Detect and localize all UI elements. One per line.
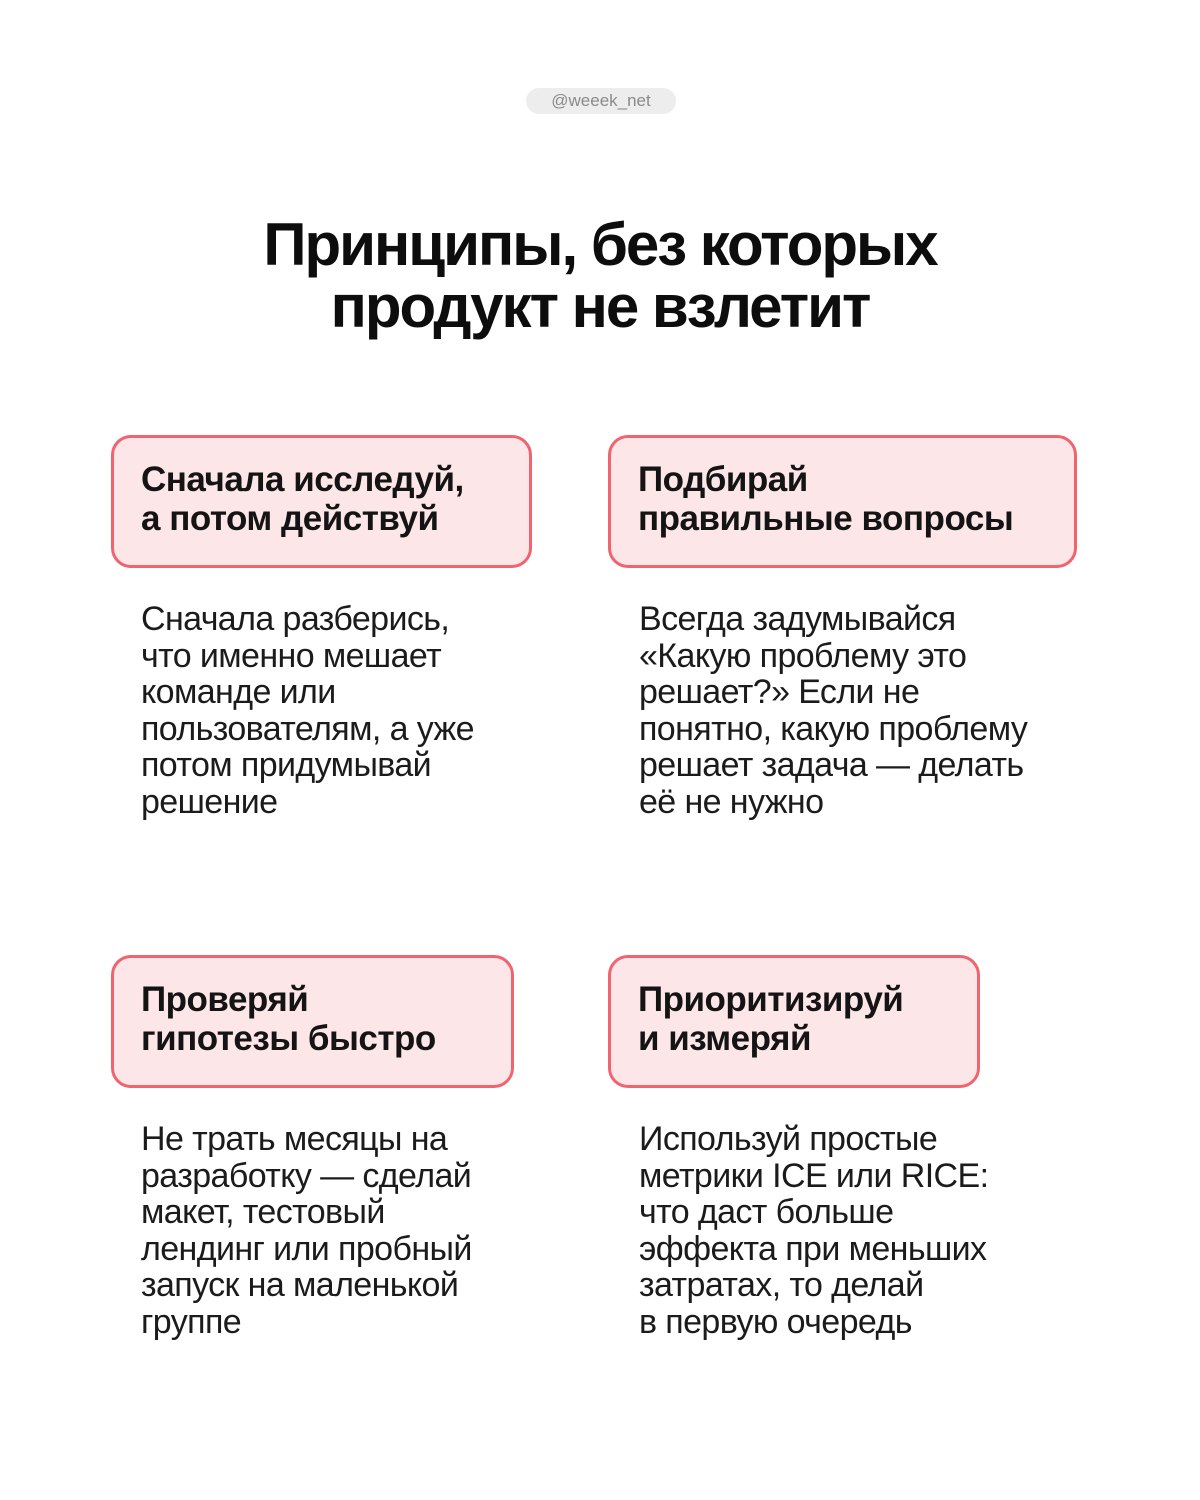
description-line: что именно мешает [141,636,442,675]
description-line: пользователям, а уже [141,709,474,748]
description-line: макет, тестовый [141,1193,385,1231]
description-line: метрики ICE или RICE: [639,1156,989,1195]
page-title-line-2: продукт не взлетит [330,273,870,340]
principle-card-right-questions [608,435,1077,568]
principle-title-line: Проверяй [141,980,309,1019]
principle-title-line: и измеряй [638,1019,811,1058]
principle-title-line: а потом действуй [141,499,439,538]
description-line: группе [141,1302,242,1341]
description-line: лендинг или пробный [141,1229,472,1268]
principle-title [141,980,484,1058]
description-line: разработку — сделай [141,1156,472,1195]
description-line: понятно, какую проблему [639,709,1028,748]
description-line: её не нужно [639,782,824,821]
page-title-line-1: Принципы, без которых [263,211,937,278]
page-title [100,211,1100,340]
principle-title-line: Сначала исследуй, [141,460,464,499]
principle-title-line: гипотезы быстро [141,1019,436,1058]
description-line: Всегда задумывайся [639,600,956,638]
description-line: решение [141,782,278,821]
principle-title [638,460,1047,538]
principle-title-line: Приоритизируй [638,980,904,1019]
principle-card-prioritize-measure [608,955,980,1088]
principle-title-line: правильные вопросы [638,499,1014,538]
description-line: решает?» Если не [639,673,920,711]
description-line: запуск на маленькой [141,1266,459,1304]
principle-description-prioritize-measure [639,1121,988,1340]
description-line: затратах, то делай [639,1266,924,1304]
description-line: Не трать месяцы на [141,1120,448,1158]
description-line: Сначала разберись, [141,600,450,638]
description-line: эффекта при меньших [639,1229,987,1268]
description-line: Используй простые [639,1120,938,1158]
principle-description-right-questions [639,601,1027,820]
principle-description-research-first [141,601,474,820]
description-line: в первую очередь [639,1302,912,1341]
description-line: «Какую проблему это [639,636,967,675]
principle-title [638,980,950,1058]
principle-card-research-first [111,435,532,568]
description-line: решает задача — делать [639,746,1024,784]
description-line: потом придумывай [141,746,432,784]
description-line: команде или [141,673,336,711]
principle-description-test-hypotheses [141,1121,472,1340]
principle-title-line: Подбирай [638,460,808,499]
principle-title [141,460,502,538]
principle-card-test-hypotheses [111,955,514,1088]
description-line: что даст больше [639,1193,894,1231]
account-handle-badge: @weeek_net [526,88,676,114]
